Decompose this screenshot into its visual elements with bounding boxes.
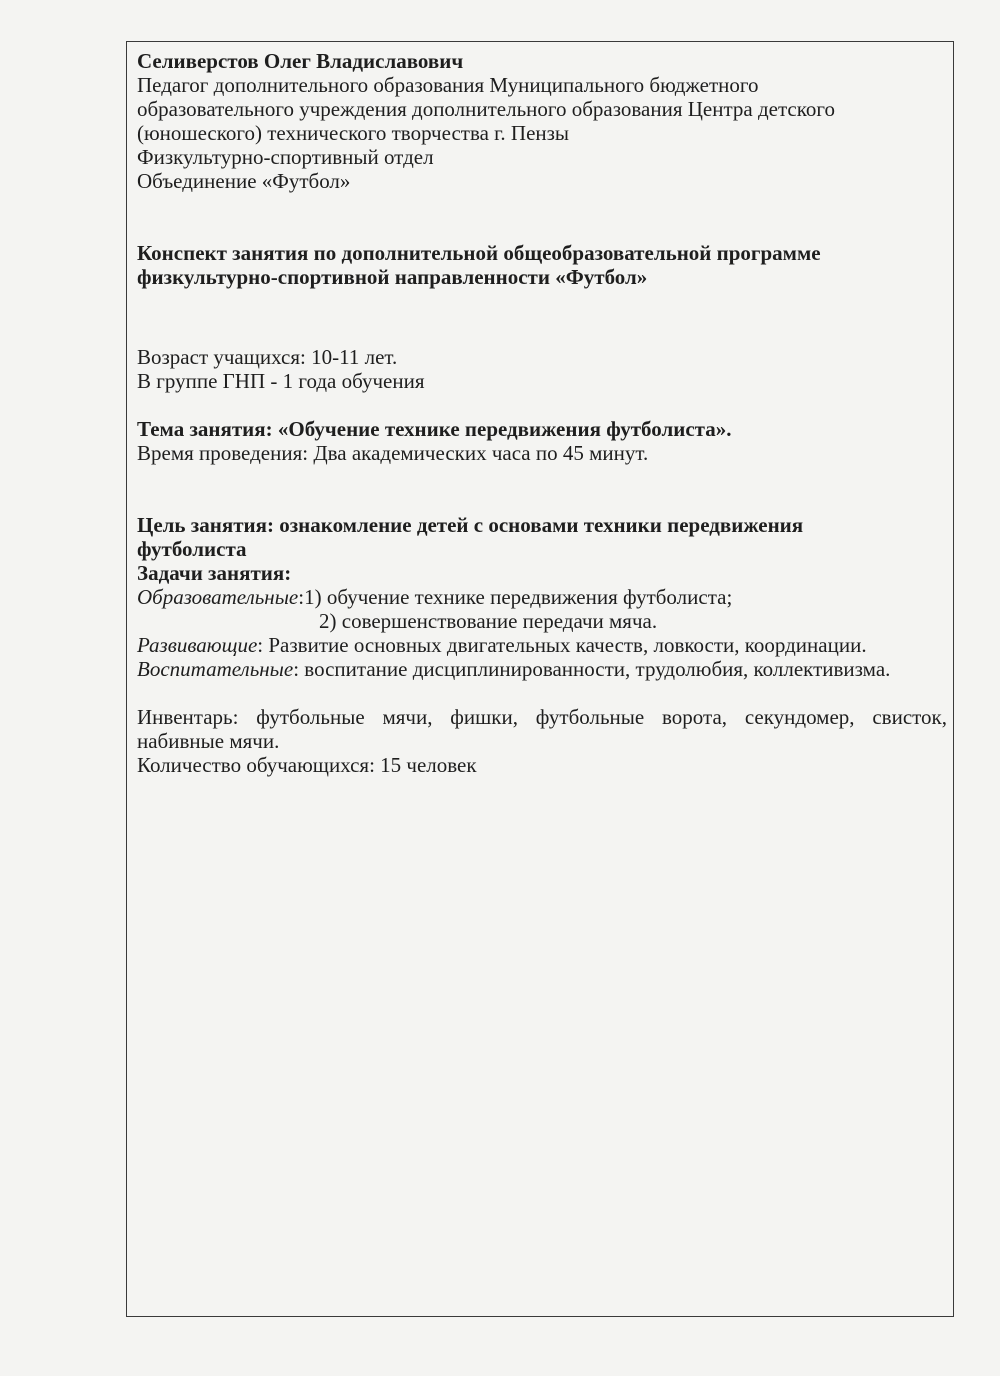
lesson-duration: Время проведения: Два академических часа по 45 минут.	[137, 441, 649, 465]
topic-value: : «Обучение технике передвижения футболиста».	[265, 417, 732, 441]
spacer	[137, 393, 947, 417]
heading-line-2: физкультурно-спортивной направленности «Футбол»	[137, 265, 648, 289]
students-group: В группе ГНП - 1 года обучения	[137, 369, 425, 393]
upbringing-tasks	[137, 657, 947, 681]
department: Физкультурно-спортивный отдел	[137, 145, 434, 169]
goal-line-1: Цель занятия: ознакомление детей с основами техники передвижения	[137, 513, 804, 537]
author-position-line-2: образовательного учреждения дополнительного образования Центра детского	[137, 97, 835, 121]
educational-label: Образовательные	[137, 585, 299, 609]
author-name: Селиверстов Олег Владиславович	[137, 49, 464, 73]
spacer	[137, 465, 947, 513]
developing-text: : Развитие основных двигательных качеств, ловкости, координации.	[257, 633, 867, 657]
author-position-line-3: (юношеского) технического творчества г. Пензы	[137, 121, 570, 145]
educational-task-1	[137, 585, 947, 609]
upbringing-text: : воспитание дисциплинированности, трудолюбия, коллективизма.	[293, 657, 891, 681]
educational-text-1: :1) обучение технике передвижения футболиста;	[298, 585, 733, 609]
goal-line-2: футболиста	[137, 537, 247, 561]
document-body	[137, 49, 947, 777]
tasks-title: Задачи занятия:	[137, 561, 292, 585]
developing-label: Развивающие	[137, 633, 258, 657]
spacer	[137, 193, 947, 241]
educational-task-2: 2) совершенствование передачи мяча.	[319, 609, 658, 633]
author-position-line-1: Педагог дополнительного образования Муниципального бюджетного	[137, 73, 759, 97]
inventory: Инвентарь: футбольные мячи, фишки, футбольные ворота, секундомер, свисток, набивные мячи.	[137, 705, 947, 753]
developing-tasks	[137, 633, 947, 657]
spacer	[137, 289, 947, 345]
lesson-topic	[137, 417, 947, 441]
topic-label: Тема занятия	[137, 417, 266, 441]
students-count: Количество обучающихся: 15 человек	[137, 753, 477, 777]
students-age: Возраст учащихся: 10-11 лет.	[137, 345, 398, 369]
heading-line-1: Конспект занятия по дополнительной общеобразовательной программе	[137, 241, 821, 265]
association: Объединение «Футбол»	[137, 169, 351, 193]
upbringing-label: Воспитательные	[137, 657, 294, 681]
spacer	[137, 681, 947, 705]
